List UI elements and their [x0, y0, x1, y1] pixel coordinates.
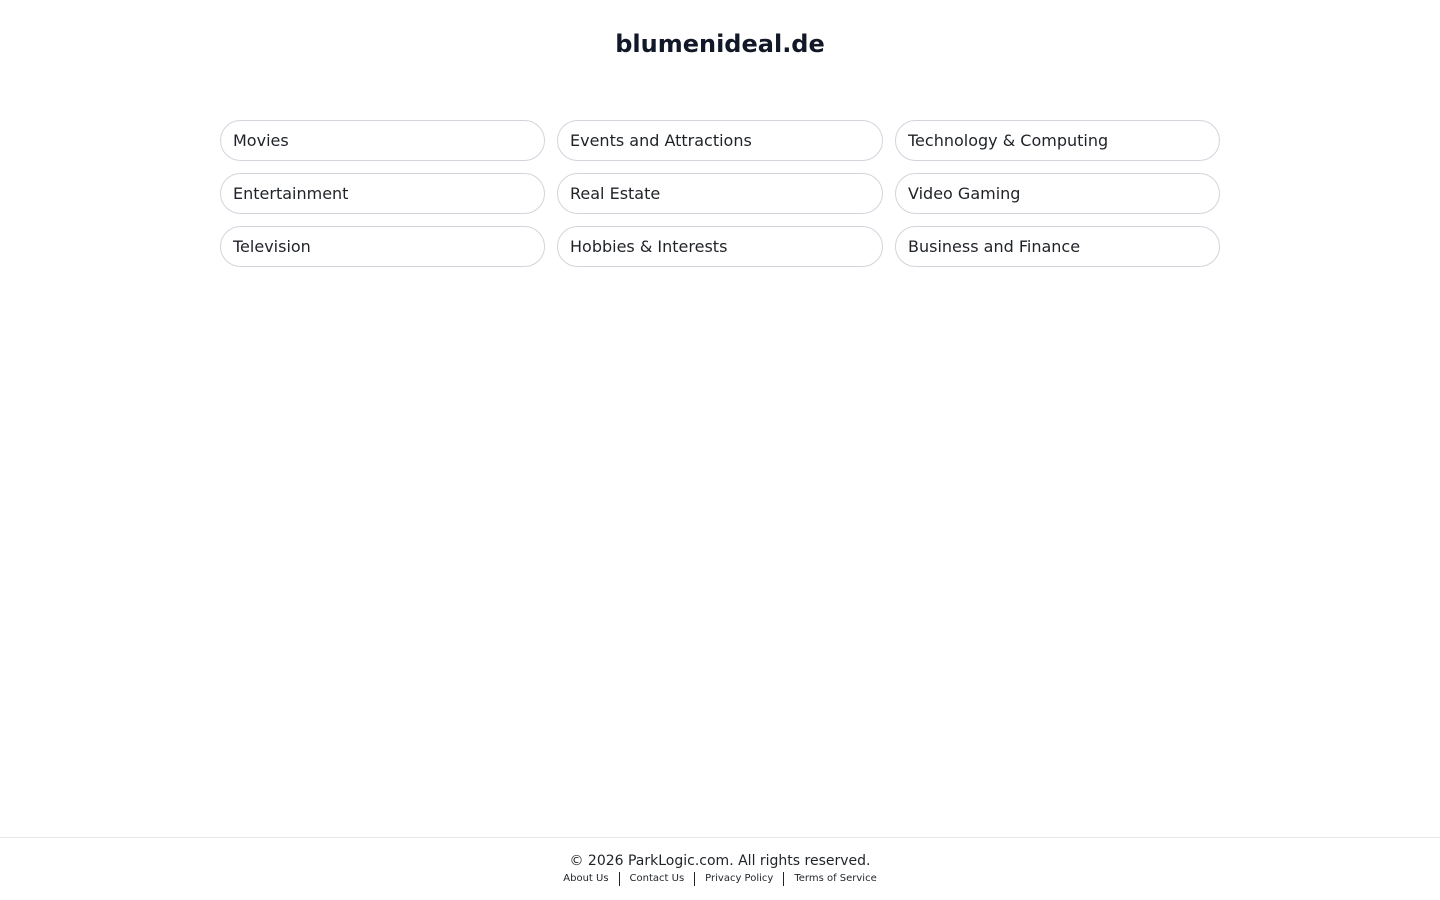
- related-link-movies[interactable]: Movies: [220, 120, 545, 161]
- related-link-hobbies-interests[interactable]: Hobbies & Interests: [557, 226, 883, 267]
- related-link-real-estate[interactable]: Real Estate: [557, 173, 883, 214]
- related-link-business-and-finance[interactable]: Business and Finance: [895, 226, 1220, 267]
- footer: [0, 837, 1440, 900]
- footer-link-contact-us[interactable]: Contact Us: [629, 873, 685, 884]
- footer-link-terms-of-service[interactable]: Terms of Service: [794, 873, 877, 884]
- footer-link-about-us[interactable]: About Us: [563, 873, 609, 884]
- site-title: blumenideal.de: [615, 30, 825, 58]
- related-links-grid: [220, 120, 1220, 267]
- related-link-events-and-attractions[interactable]: Events and Attractions: [557, 120, 883, 161]
- footer-links: [0, 872, 1440, 886]
- related-link-television[interactable]: Television: [220, 226, 545, 267]
- related-link-entertainment[interactable]: Entertainment: [220, 173, 545, 214]
- footer-link-privacy-policy[interactable]: Privacy Policy: [705, 873, 774, 884]
- related-link-technology-computing[interactable]: Technology & Computing: [895, 120, 1220, 161]
- copyright-text: © 2026 ParkLogic.com. All rights reserved.: [569, 853, 871, 869]
- related-link-video-gaming[interactable]: Video Gaming: [895, 173, 1220, 214]
